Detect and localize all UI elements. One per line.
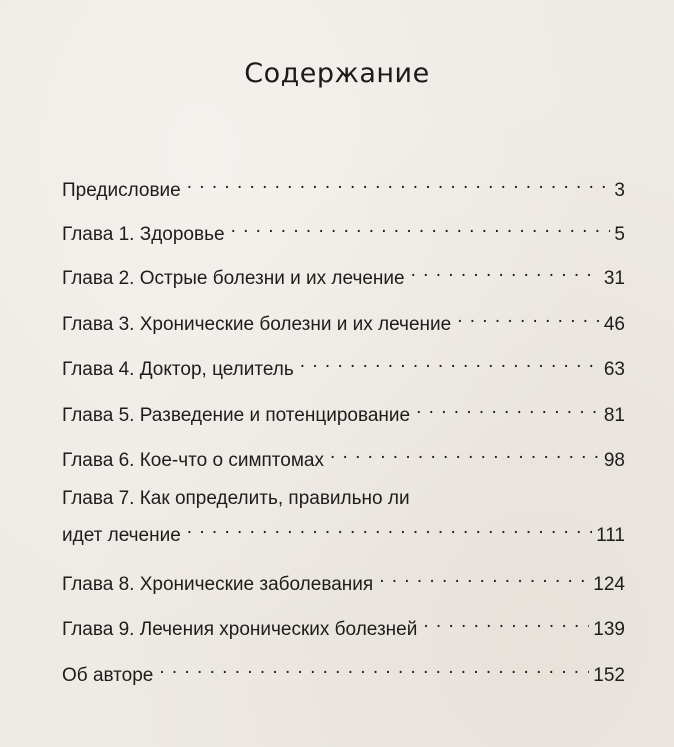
toc-entry-chapter-7 bbox=[62, 486, 625, 549]
toc-entry-page: 46 bbox=[603, 314, 625, 335]
toc-entry-page: 5 bbox=[614, 224, 625, 245]
toc-entry-page: 139 bbox=[593, 619, 625, 640]
toc-entry-page: 124 bbox=[593, 574, 625, 595]
toc-entry-label: Глава 6. Кое-что о симптомах bbox=[62, 450, 324, 471]
toc-entry-label: Глава 5. Разведение и потенцирование bbox=[62, 405, 411, 426]
toc-entry-page: 63 bbox=[603, 359, 625, 380]
toc-entry-chapter-6 bbox=[62, 440, 625, 474]
toc-entry-chapter-4 bbox=[62, 349, 625, 383]
leader-dots bbox=[159, 655, 589, 681]
toc-entry-preface bbox=[62, 170, 625, 204]
toc-entry-page: 81 bbox=[603, 405, 625, 426]
leader-dots bbox=[187, 515, 592, 541]
page-title: Содержание bbox=[244, 58, 430, 89]
toc-entry-chapter-8 bbox=[62, 564, 625, 598]
toc-entry-label: Глава 9. Лечения хронических болезней bbox=[62, 619, 418, 640]
toc-entry-about-author bbox=[62, 655, 625, 689]
toc-entry-chapter-5 bbox=[62, 395, 625, 429]
toc-entry-label: Предисловие bbox=[62, 180, 181, 201]
toc-entry-chapter-9 bbox=[62, 609, 625, 643]
toc-entry-label: Глава 8. Хронические заболевания bbox=[62, 574, 374, 595]
toc-entry-label: Глава 4. Доктор, целитель bbox=[62, 359, 294, 380]
toc-entry-chapter-3 bbox=[62, 304, 625, 338]
toc-entry-page: 152 bbox=[593, 665, 625, 686]
toc-entry-label: Глава 3. Хронические болезни и их лечение bbox=[62, 314, 452, 335]
toc-entry-label-line-1: Глава 7. Как определить, правильно ли bbox=[62, 488, 410, 509]
toc-entry-label: Глава 2. Острые болезни и их лечение bbox=[62, 268, 405, 289]
toc-entry-page: 98 bbox=[603, 450, 625, 471]
leader-dots bbox=[187, 170, 611, 196]
toc-entry-chapter-2 bbox=[62, 258, 625, 292]
leader-dots bbox=[379, 564, 589, 590]
toc-entry-label: Глава 1. Здоровье bbox=[62, 224, 225, 245]
leader-dots bbox=[423, 609, 589, 635]
toc-entry-page: 111 bbox=[596, 525, 625, 546]
toc-entry-label: идет лечение bbox=[62, 525, 181, 546]
toc-entry-page: 31 bbox=[603, 268, 625, 289]
leader-dots bbox=[330, 440, 600, 466]
leader-dots bbox=[231, 214, 611, 240]
toc-entry-page: 3 bbox=[614, 180, 625, 201]
toc-entry-chapter-1 bbox=[62, 214, 625, 248]
toc-entry-label: Об авторе bbox=[62, 665, 154, 686]
leader-dots bbox=[300, 349, 600, 375]
leader-dots bbox=[411, 258, 600, 284]
leader-dots bbox=[457, 304, 600, 330]
leader-dots bbox=[416, 395, 600, 421]
